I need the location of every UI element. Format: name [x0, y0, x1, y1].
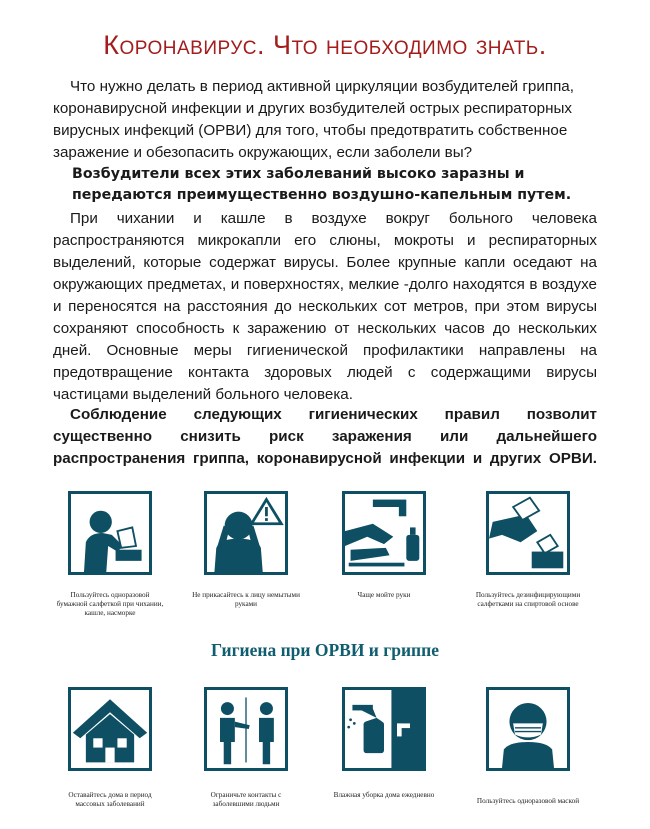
caption-distance: Ограничьте контакты с заболевшими людьми	[210, 791, 282, 808]
do-not-touch-face-icon	[204, 491, 288, 575]
face-mask-icon	[486, 687, 570, 771]
body-paragraph: При чихании и кашле в воздухе вокруг больного человека распространяются микрокапли его слюны, мокроты и респираторных выделений, которые содержат вирусы. Более крупные капли оседают на окружающих предметах, и поверхностях, мелкие -долго находятся в воздухе и переносятся на расстояния до нескольких сот метров, при этом вирусы сохраняют способность к заражению от нескольких часов до нескольких дней. Основные меры гигиенической профилактики направлены на предотвращение контакта здоровых людей с содержащими вирусы частицами выделений больного человека.	[53, 210, 597, 403]
intro-paragraph: Что нужно делать в период активной циркуляции возбудителей гриппа, коронавирусной инфекции и других возбудителей острых респираторных вирусных инфекций (ОРВИ) для того, чтобы предотвратить собственное заражение и обезопасить окружающих, если заболели вы?	[53, 78, 574, 161]
caption-tissue: Пользуйтесь одноразовой бумажной салфеткой при чихании, кашле, насморке	[56, 591, 164, 617]
caption-no-touch: Не прикасайтесь к лицу немытыми руками	[192, 591, 300, 608]
section-heading: Возбудители всех этих заболеваний высоко заразны и передаются преимущественно воздушно-капельным путем.	[72, 166, 572, 203]
caption-wash-hands: Чаще мойте руки	[357, 591, 411, 599]
distance-icon	[204, 687, 288, 771]
caption-cleaning: Влажная уборка дома ежедневно	[333, 791, 435, 799]
sanitizing-wipes-icon	[486, 491, 570, 575]
conclusion-paragraph: Соблюдение следующих гигиенических правил позволит существенно снизить риск заражения или дальнейшего распространения гриппа, коронавирусной инфекции и других ОРВИ.	[53, 406, 597, 467]
page-title: Коронавирус. Что необходимо знать.	[103, 30, 547, 60]
hygiene-title: Гигиена при ОРВИ и гриппе	[211, 640, 439, 660]
cleaning-spray-icon	[342, 687, 426, 771]
caption-mask: Пользуйтесь одноразовой маской	[476, 797, 580, 805]
caption-stay-home: Оставайтесь дома в период массовых заболеваний	[68, 791, 152, 808]
tissue-sneeze-icon	[68, 491, 152, 575]
stay-home-icon	[68, 687, 152, 771]
caption-wipes: Пользуйтесь дезинфицирующими салфетками на спиртовой основе	[475, 591, 581, 608]
wash-hands-icon	[342, 491, 426, 575]
